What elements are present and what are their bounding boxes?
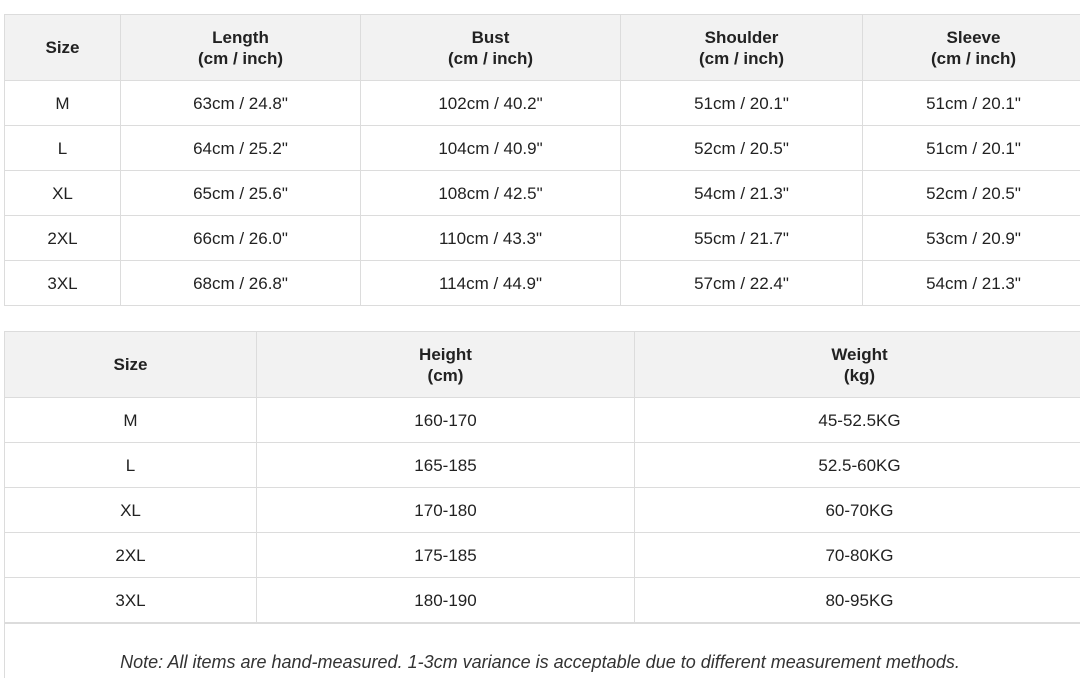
bust-cell: 108cm / 42.5"	[361, 171, 621, 216]
table-row	[5, 488, 1080, 533]
length-cell: 64cm / 25.2"	[121, 126, 361, 171]
sleeve-cell: 54cm / 21.3"	[863, 261, 1080, 306]
measurement-table	[4, 14, 1080, 306]
length-cell: 63cm / 24.8"	[121, 81, 361, 126]
shoulder-cell: 57cm / 22.4"	[621, 261, 863, 306]
measurement-note: Note: All items are hand-measured. 1-3cm variance is acceptable due to different measurement methods.	[120, 652, 960, 672]
bust-cell: 104cm / 40.9"	[361, 126, 621, 171]
size-cell: L	[5, 443, 257, 488]
sleeve-cell: 51cm / 20.1"	[863, 126, 1080, 171]
length-cell: 66cm / 26.0"	[121, 216, 361, 261]
weight-cell: 60-70KG	[635, 488, 1080, 533]
height-cell: 170-180	[257, 488, 635, 533]
table-row	[5, 398, 1080, 443]
header-weight: Weight (kg)	[635, 332, 1080, 398]
table-row	[5, 171, 1080, 216]
fit-header-row	[5, 332, 1080, 398]
size-cell: 2XL	[5, 533, 257, 578]
table-row	[5, 443, 1080, 488]
table-row	[5, 216, 1080, 261]
size-cell: 2XL	[5, 216, 121, 261]
sleeve-cell: 51cm / 20.1"	[863, 81, 1080, 126]
table-row	[5, 81, 1080, 126]
note-section	[4, 623, 1080, 678]
size-cell: M	[5, 398, 257, 443]
table-row	[5, 533, 1080, 578]
header-bust: Bust (cm / inch)	[361, 15, 621, 81]
size-cell: 3XL	[5, 261, 121, 306]
header-length: Length (cm / inch)	[121, 15, 361, 81]
size-cell: L	[5, 126, 121, 171]
bust-cell: 114cm / 44.9"	[361, 261, 621, 306]
measurement-header-row	[5, 15, 1080, 81]
shoulder-cell: 52cm / 20.5"	[621, 126, 863, 171]
sleeve-cell: 53cm / 20.9"	[863, 216, 1080, 261]
weight-cell: 52.5-60KG	[635, 443, 1080, 488]
shoulder-cell: 55cm / 21.7"	[621, 216, 863, 261]
header-sleeve: Sleeve (cm / inch)	[863, 15, 1080, 81]
size-cell: M	[5, 81, 121, 126]
size-cell: XL	[5, 488, 257, 533]
table-row	[5, 578, 1080, 623]
size-cell: XL	[5, 171, 121, 216]
bust-cell: 102cm / 40.2"	[361, 81, 621, 126]
header-size: Size	[5, 15, 121, 81]
header-shoulder: Shoulder (cm / inch)	[621, 15, 863, 81]
sleeve-cell: 52cm / 20.5"	[863, 171, 1080, 216]
size-cell: 3XL	[5, 578, 257, 623]
height-cell: 180-190	[257, 578, 635, 623]
height-cell: 160-170	[257, 398, 635, 443]
height-cell: 175-185	[257, 533, 635, 578]
shoulder-cell: 51cm / 20.1"	[621, 81, 863, 126]
height-cell: 165-185	[257, 443, 635, 488]
weight-cell: 45-52.5KG	[635, 398, 1080, 443]
weight-cell: 80-95KG	[635, 578, 1080, 623]
shoulder-cell: 54cm / 21.3"	[621, 171, 863, 216]
table-row	[5, 261, 1080, 306]
fit-table	[4, 331, 1080, 623]
weight-cell: 70-80KG	[635, 533, 1080, 578]
header-height: Height (cm)	[257, 332, 635, 398]
bust-cell: 110cm / 43.3"	[361, 216, 621, 261]
table-row	[5, 126, 1080, 171]
length-cell: 68cm / 26.8"	[121, 261, 361, 306]
header-size: Size	[5, 332, 257, 398]
length-cell: 65cm / 25.6"	[121, 171, 361, 216]
